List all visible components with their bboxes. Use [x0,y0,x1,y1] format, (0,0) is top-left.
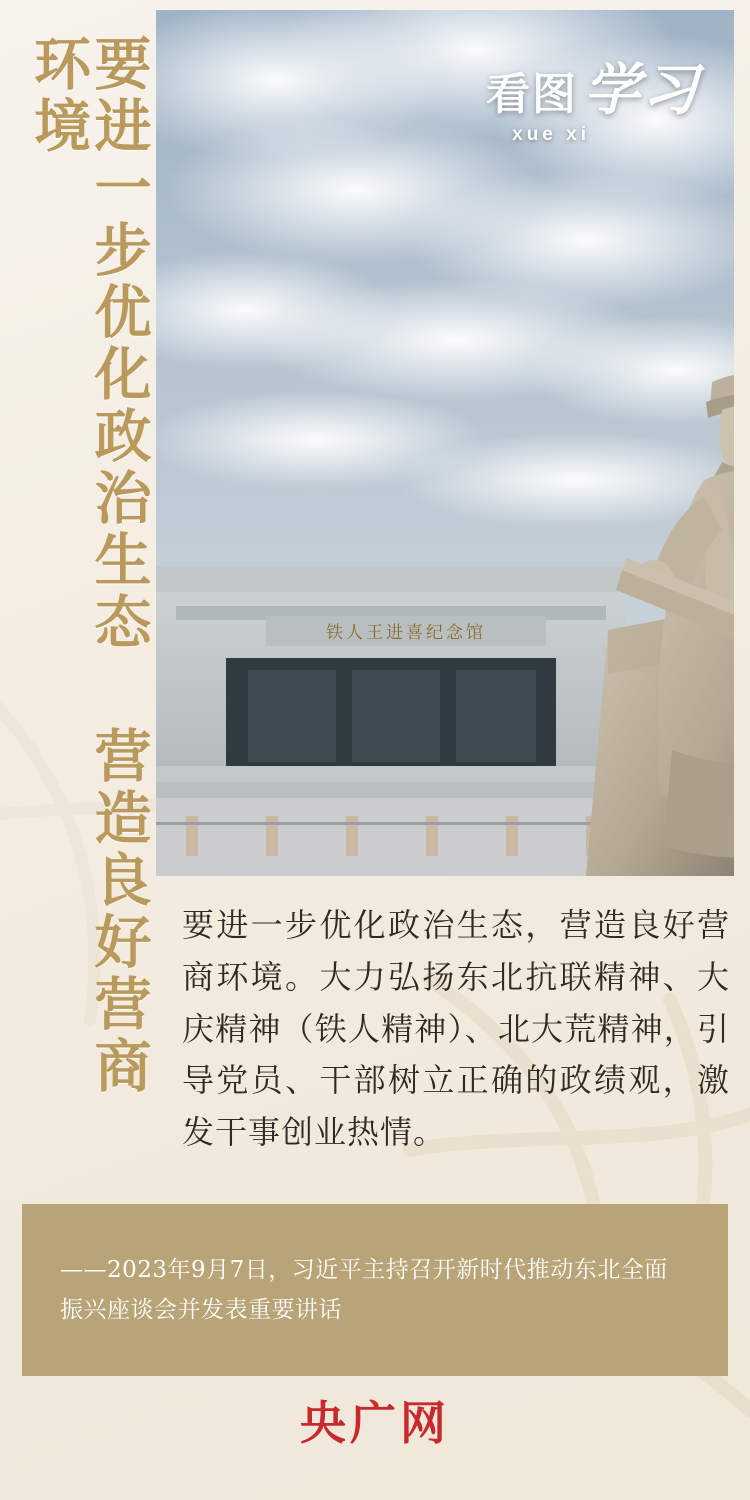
page-title: 要进一步优化政治生态 营造良好营商环境 [24,34,152,1098]
brand-logo-cursive-text: 学习 [584,57,700,123]
brand-logo-main [486,57,700,123]
brand-logo-main-text: 看图 [486,69,578,120]
footer-logo: 央广网 [300,1396,450,1450]
svg-text:铁人王进喜纪念馆: 铁人王进喜纪念馆 [326,623,486,643]
source-text: ——2023年9月7日，习近平主持召开新时代推动东北全面振兴座谈会并发表重要讲话 [60,1256,668,1323]
hero-photo [156,10,734,876]
source-bar [22,1204,728,1376]
quote-text: 要进一步优化政治生态，营造良好营商环境。大力弘扬东北抗联精神、大庆精神（铁人精神）、北大荒精神，引导党员、干部树立正确的政绩观，激发干事创业热情。 [182,906,730,1152]
brand-logo-pinyin: xue xi [512,124,590,145]
footer [0,1396,750,1450]
brand-logo [486,57,700,146]
